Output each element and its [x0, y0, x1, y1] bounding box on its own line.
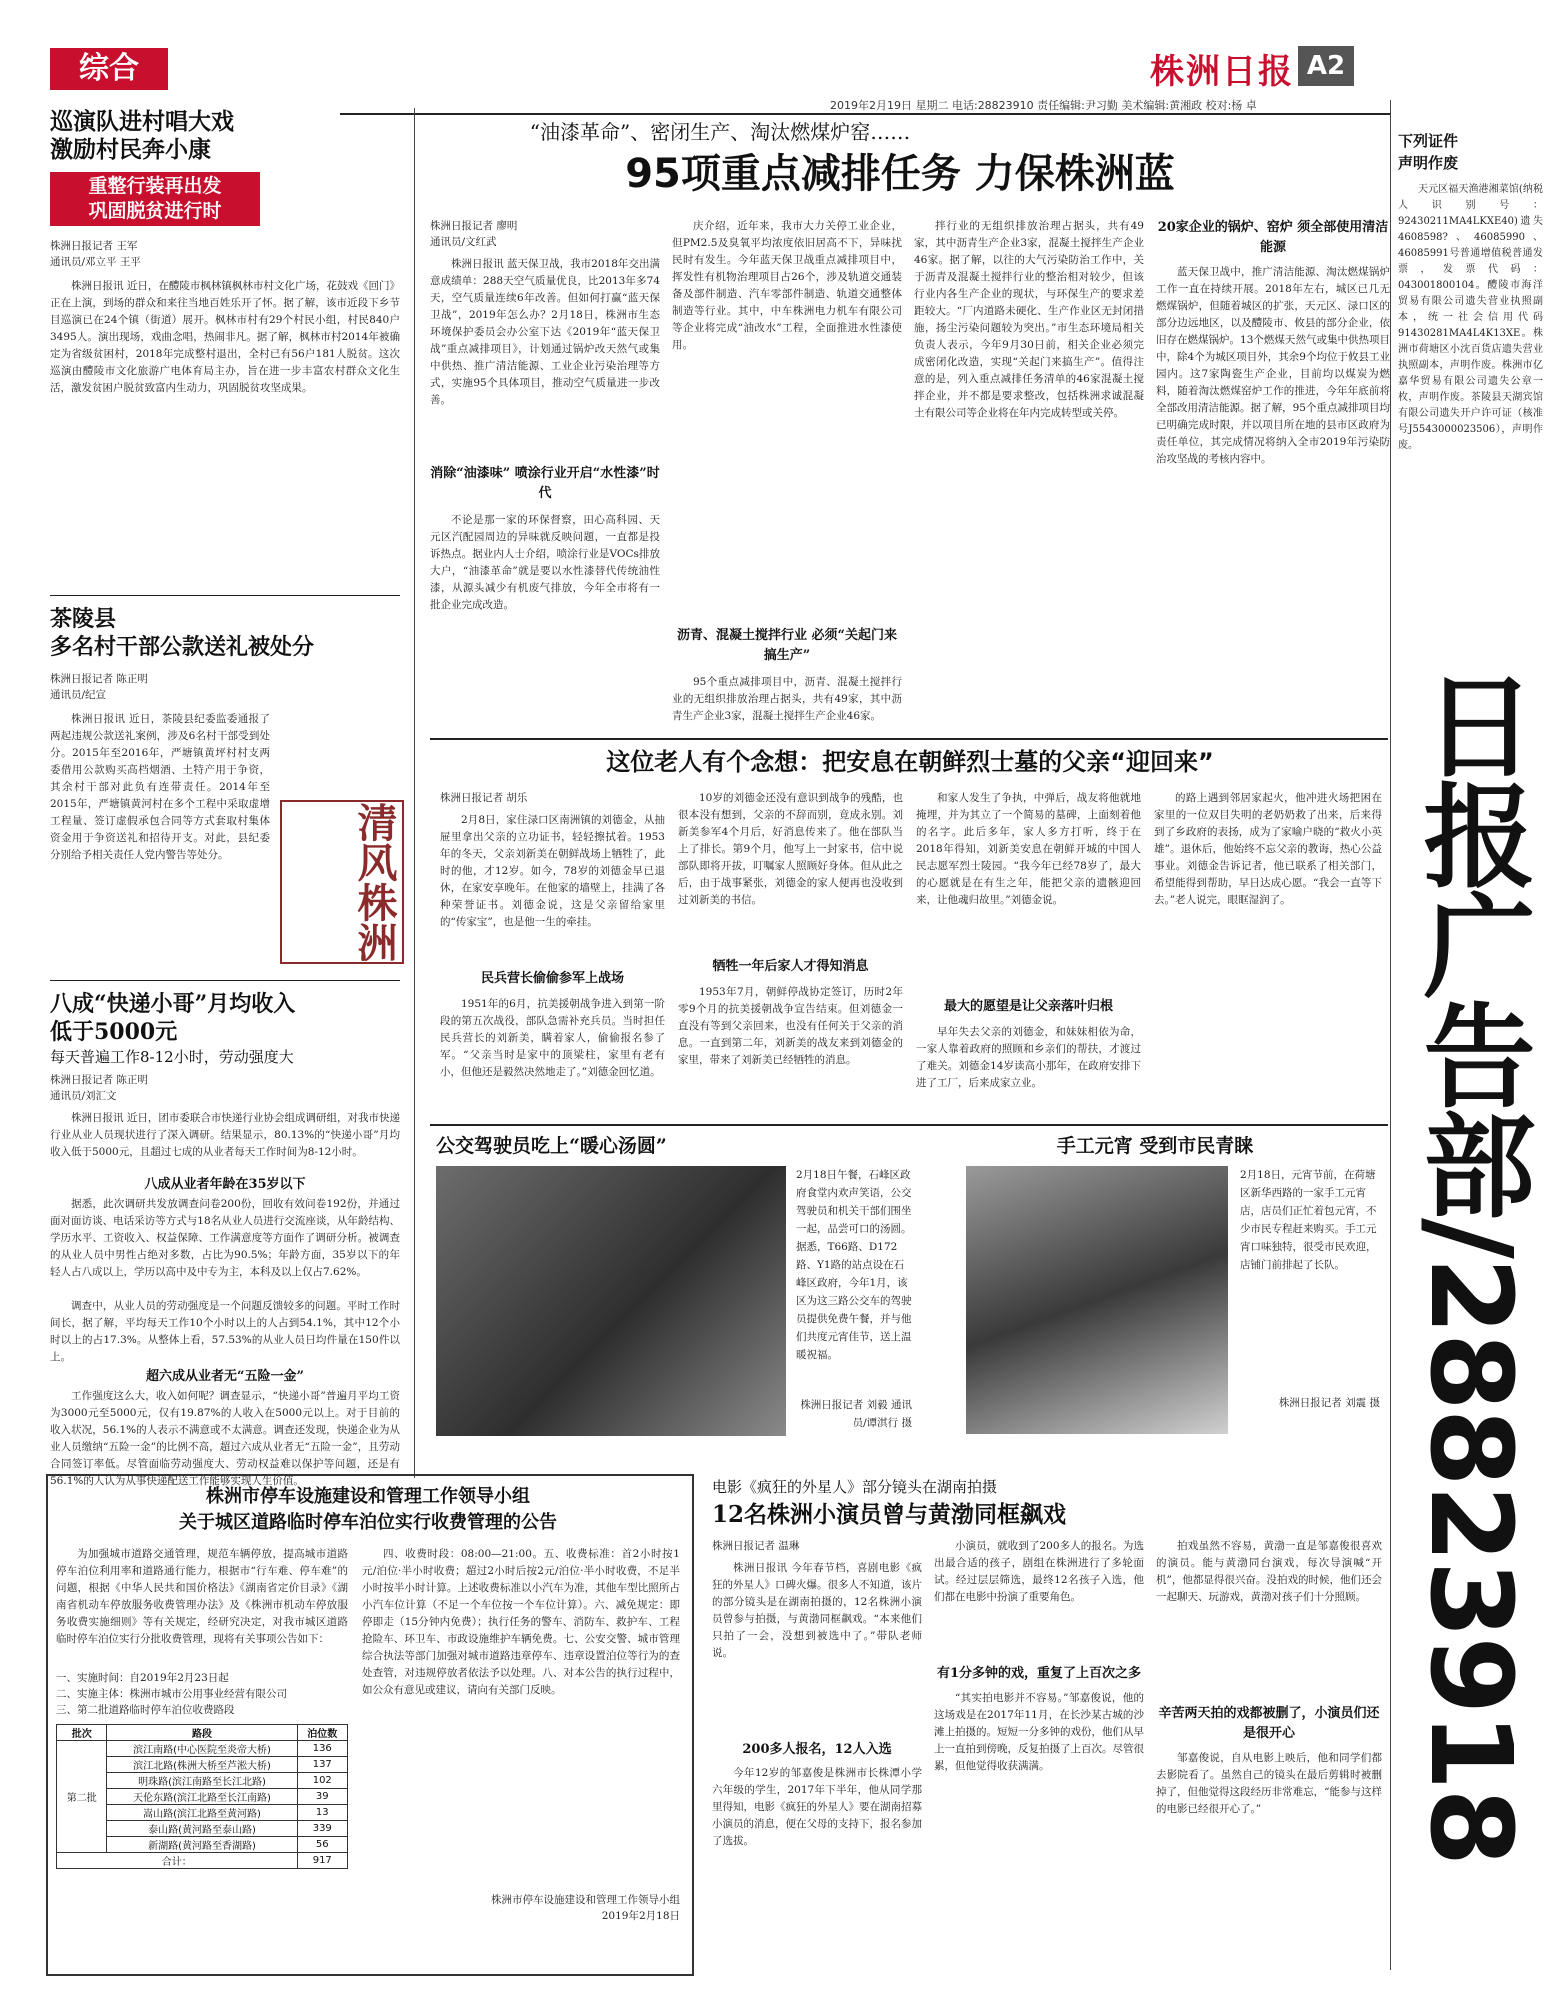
count-cell: 39	[297, 1789, 348, 1805]
byline: 株洲日报记者 廖明	[430, 220, 518, 232]
paragraph: 1951年的6月，抗美援朝战争进入到第一阶段的第五次战役，部队急需补充兵员。当时担任民兵营长的刘新美，瞒着家人，偷偷报名参了军。“父亲当时是家中的顶梁柱，家里有老有小，但他还是毅然决然地走了。”刘德金回忆道。	[440, 998, 665, 1078]
paragraph: 四、收费时段：08:00—21:00。五、收费标准：首2小时按1元/泊位·半小时收费；超过2小时后按2元/泊位·半小时收费，不足半小时按半小时计算。上述收费标准以小汽车为准，其他车型比照所占小汽车位计算（不足一个车位按一个车位计算）。六、减免规定：即停即走（15分钟内免费）；执行任务的警车、消防车、救护车、工程抢险车、环卫车、市政设施维护车辆免费。七、公安交警、城市管理综合执法等部门加强对城市道路违章停车、违章设置泊位等行为的查处查管，对违规停放者依法予以处理。八、对本公告的执行过程中，如公众有意见或建议，请向有关部门反映。	[362, 1548, 680, 1696]
body-text	[430, 256, 660, 456]
qingfeng-seal: 清风株洲	[280, 800, 404, 964]
section-subhead: 沥青、混凝土搅拌行业 必须“关起门来搞生产”	[676, 628, 897, 663]
body-text	[50, 1298, 400, 1366]
count-cell: 137	[297, 1757, 348, 1773]
paragraph: 早年失去父亲的刘德金，和妹妹相依为命，一家人靠着政府的照顾和乡亲们的帮扶，才渡过了难关。刘德金14岁读高小那年，在政府安排下进了工厂，后来成家立业。	[916, 1026, 1141, 1089]
column-3	[1156, 1538, 1382, 1930]
article-emission-reduction	[430, 118, 1390, 202]
paragraph: 株洲日报讯 近日，团市委联合市快递行业协会组成调研组，对我市快递行业从业人员现状进行了深入调研。结果显示，80.13%的“快递小哥”月均收入低于5000元，且超过七成的从业者每天工作时间为8-12小时。	[50, 1112, 400, 1158]
column-2	[678, 790, 903, 1114]
divider	[430, 1124, 1388, 1126]
section-subhead: 消除“油漆味” 喷涂行业开启“水性漆”时代	[430, 466, 660, 501]
section-subhead: 20家企业的锅炉、窑炉 须全部使用清洁能源	[1157, 220, 1389, 255]
newspaper-masthead: 株洲日报	[1150, 52, 1294, 92]
byline: 株洲日报记者 温琳	[712, 1540, 800, 1552]
notice-signature: 株洲市停车设施建设和管理工作领导小组	[491, 1894, 680, 1906]
road-cell: 嵩山路(滨江北路至黄河路)	[107, 1805, 297, 1821]
headline: 茶陵县	[50, 606, 117, 632]
paragraph: 和家人发生了争执，中弹后，战友将他就地掩埋，并为其立了一个简易的墓碑，上面刻着他的名字。此后多年，家人多方打听，终于在2018年得知，刘新美安息在朝鲜开城的中国人民志愿军烈士陵园。“我今年已经78岁了，最大的心愿就是在有生之年，能把父亲的遗骸迎回来，让他魂归故里。”刘德金说。	[916, 792, 1141, 906]
byline-2: 通讯员/刘汇文	[50, 1090, 117, 1102]
theme-box	[50, 172, 260, 226]
paragraph: 天元区福天渔港湘菜馆(纳税人识别号：92430211MA4LKXE40)遗失4608598?、46085990、46085991号普通增值税普通发票，发票代码：043001800104。醴陵市海洋贸易有限公司遗失营业执照副本，统一社会信用代码91430281MA4L4K13XE。株洲市荷塘区小沈百货店遗失营业执照副本，声明作废。株洲市亿嘉华贸易有限公司遗失公章一枚，声明作废。茶陵县天湖宾馆有限公司遗失开户许可证（核准号J5543000023506），声明作废。	[1398, 184, 1543, 451]
section-subhead: 超六成从业者无“五险一金”	[146, 1369, 304, 1384]
section-subhead: 辛苦两天拍的戏都被删了，小演员们还是很开心	[1158, 1706, 1380, 1741]
paragraph: 工作强度这么大，收入如何呢？调查显示，“快递小哥”普遍月平均工资为3000元至5000元，仅有19.87%的人收入在5000元以上。对于目前的收入状况，56.1%的人表示不满意或不太满意。调查还发现，快递企业为从业人员缴纳“五险一金”的比例不高，超过六成从业者无“五险一金”，且劳动合同签订率低。尽管面临劳动强度大、劳动权益难以保护等问题，还是有56.1%的人认为从事快递配送工作能够实现人生价值。	[50, 1390, 400, 1487]
body-text	[1156, 1750, 1382, 1930]
byline-2: 通讯员/纪宣	[50, 689, 107, 701]
headline: 95项重点减排任务 力保株洲蓝	[625, 151, 1175, 197]
photo-credit: 株洲日报记者 刘震 摄	[1278, 1397, 1380, 1409]
body-text	[362, 1546, 680, 1886]
headline: 巡演队进村唱大戏	[50, 108, 234, 135]
table-header: 路段	[107, 1725, 297, 1741]
notice-body	[1398, 182, 1543, 672]
body-text	[712, 1765, 922, 1935]
photo-caption: 2月18日，元宵节前，在荷塘区新华西路的一家手工元宵店，店员们正忙着包元宵，不少市民专程赶来购买。手工元宵口味独特，很受市民欢迎，店铺门前排起了长队。	[1240, 1169, 1377, 1271]
dateline: 2019年2月19日 星期二 电话:28823910 责任编辑:尹习勤 美术编辑:黄湘政 校对:杨 卓	[830, 99, 1257, 112]
notice-item: 二、实施主体：株洲市城市公用事业经营有限公司	[56, 1688, 287, 1700]
paragraph: 今年12岁的邹嘉俊是株洲市长株潭小学六年级的学生，2017年下半年，他从同学那里得知，电影《疯狂的外星人》要在湖南招募小演员的消息，便在父母的支持下，报名参加了选拔。	[712, 1767, 922, 1847]
divider	[430, 738, 1388, 740]
column-rule	[1390, 100, 1391, 1970]
paragraph: 株洲日报讯 蓝天保卫战，我市2018年交出满意成绩单：288天空气质量优良，比2013年多74天，空气质量连续6年改善。但如何打赢“蓝天保卫战”，2019年怎么办？2月18日，株洲市生态环境保护委员会办公室下达《2019年“蓝天保卫战”重点减排项目》，计划通过锅炉改天然气或集中供热、推广清洁能源、工业企业污染治理等方式，实施95个具体项目，推动空气质量进一步改善。	[430, 258, 660, 406]
section-tag: 综合	[50, 48, 168, 90]
total-value: 917	[297, 1853, 348, 1869]
section-subhead: 牺牲一年后家人才得知消息	[712, 959, 869, 974]
body-text	[1154, 790, 1382, 1110]
paragraph: 的路上遇到邻居家起火，他冲进火场把困在家里的一位双目失明的老奶奶救了出来，后来得到了乡政府的表扬，成为了家喻户晓的“救火小英雄”。退休后，他始终不忘父亲的教诲，热心公益事业。刘德金告诉记者，他已联系了相关部门，希望能得到帮助，早日达成心愿。“我会一直等下去。”老人说完，眼眶湿润了。	[1154, 792, 1382, 906]
headline: 八成“快递小哥”月均收入	[50, 991, 296, 1017]
photo-story-yuanxiao	[930, 1132, 1380, 1160]
body-text	[712, 1560, 922, 1735]
paragraph: “其实拍电影并不容易。”邹嘉俊说，他的这场戏是在2017年11月，在长沙某古城的沙滩上拍摄的。短短一分多钟的戏份，他们从早上一直拍到傍晚，反复拍摄了上百次。尽管很累，但他觉得收获满满。	[934, 1692, 1144, 1772]
body-text	[440, 812, 665, 962]
paragraph: 调查中，从业人员的劳动强度是一个问题反馈较多的问题。平时工作时间长，据了解，平均每天工作10个小时以上的人占到54.1%，其中12个小时以上的占17.3%。从整体上看，57.53%的从业人员日均件量在150件以上。	[50, 1300, 400, 1363]
notice-item: 一、实施时间：自2019年2月23日起	[56, 1672, 229, 1684]
headline: 这位老人有个念想：把安息在朝鲜烈士墓的父亲“迎回来”	[606, 748, 1214, 776]
count-cell: 339	[297, 1821, 348, 1837]
road-cell: 滨江南路(中心医院至炎帝大桥)	[107, 1741, 297, 1757]
byline: 株洲日报记者 王军	[50, 240, 138, 252]
column-1	[430, 218, 660, 792]
body-text	[934, 1690, 1144, 1920]
section-subhead: 有1分多钟的戏，重复了上百次之多	[936, 1666, 1142, 1681]
parking-notice-left	[56, 1546, 348, 1869]
column-4	[1156, 218, 1390, 764]
table-row	[57, 1741, 348, 1757]
road-cell: 天伦东路(滨江北路至长江南路)	[107, 1789, 297, 1805]
body-text	[50, 1110, 400, 1174]
body-text	[916, 1024, 1141, 1114]
body-text	[672, 218, 902, 618]
section-subhead: 八成从业者年龄在35岁以下	[144, 1177, 306, 1192]
photo-yuanxiao	[966, 1166, 1228, 1434]
table-total-row	[57, 1853, 348, 1869]
theme-line-2: 巩固脱贫进行时	[88, 200, 222, 222]
body-text	[678, 790, 903, 950]
body-text	[934, 1538, 1144, 1658]
notice-title-2: 声明作废	[1398, 154, 1459, 172]
subheadline: 每天普遍工作8-12小时，劳动强度大	[50, 1048, 294, 1066]
column-1	[440, 790, 665, 1126]
paragraph: 95个重点减排项目中，沥青、混凝土搅拌行业的无组织排放治理占据头，共有49家，其中沥青生产企业3家，混凝土搅拌生产企业46家。	[672, 676, 902, 722]
section-subhead: 民兵营长偷偷参军上战场	[480, 971, 624, 986]
body-text	[1156, 264, 1390, 764]
byline: 株洲日报记者 陈正明	[50, 673, 148, 685]
page-number: A2	[1298, 46, 1354, 86]
photo-caption-block	[796, 1166, 912, 1432]
photo-story-bus-drivers	[436, 1132, 916, 1160]
body-text	[1156, 1538, 1382, 1698]
article-movie-kids	[712, 1476, 1382, 1532]
kicker: “油漆革命”、密闭生产、淘汰燃煤炉窑……	[529, 120, 911, 144]
notice-title-2: 关于城区道路临时停车泊位实行收费管理的公告	[179, 1512, 557, 1533]
kicker: 电影《疯狂的外星人》部分镜头在湖南拍摄	[712, 1478, 998, 1496]
body-text	[678, 984, 903, 1114]
count-cell: 56	[297, 1837, 348, 1853]
notice-date: 2019年2月18日	[601, 1910, 680, 1922]
paragraph: 据悉，此次调研共发放调查问卷200份，回收有效问卷192份，并通过面对面访谈、电话采访等方式与18名从业人员进行交流座谈，从年龄结构、学历水平、工资收入、权益保障、工作满意度等方面作了调研分析。被调查的从业人员中男性占绝对多数，占比为90.5%；年龄方面，35岁以下的年轻人占八成以上，学历以高中及中专为主，本科及以上仅占7.62%。	[50, 1198, 400, 1278]
table-header: 泊位数	[297, 1725, 348, 1741]
paragraph: 小演员，就收到了200多人的报名。为选出最合适的孩子，剧组在株洲进行了多轮面试。经过层层筛选，最终12名孩子入选，他们都在电影中扮演了重要角色。	[934, 1540, 1144, 1603]
column-3	[916, 790, 1141, 1114]
body-text	[916, 790, 1141, 990]
batch-cell: 第二批	[57, 1741, 107, 1853]
body-text	[914, 218, 1144, 718]
paragraph: 拍戏虽然不容易，黄渤一直是邹嘉俊很喜欢的演员。能与黄渤同台演戏，每次导演喊“开机”，他都显得很兴奋。没拍戏的时候，他们还会一起聊天、玩游戏，黄渤对孩子们十分照顾。	[1156, 1540, 1382, 1603]
road-cell: 新湖路(黄河路至香湖路)	[107, 1837, 297, 1853]
paragraph: 1953年7月，朝鲜停战协定签订，历时2年零9个月的抗美援朝战争宣告结束。但刘德金一直没有等到父亲回来，也没有任何关于父亲的消息。一直到第二年，刘新美的战友来到刘德金的家里，带来了刘新美已经牺牲的消息。	[678, 986, 903, 1066]
headline-2: 多名村干部公款送礼被处分	[50, 634, 315, 660]
body-text	[440, 996, 665, 1126]
headline-2: 低于5000元	[50, 1019, 178, 1045]
body-text	[56, 1546, 348, 1670]
column-4	[1154, 790, 1382, 1110]
column-rule	[414, 108, 415, 1478]
notice-title: 株洲市停车设施建设和管理工作领导小组	[206, 1486, 530, 1507]
paragraph: 10岁的刘德金还没有意识到战争的残酷，也很本没有想到，父亲的不辞而别，竟成永别。刘新美参军4个月后，好消息传来了。他在部队当上了排长。第9个月，他写上一封家书，信中说部队即将开拔，叮嘱家人照顾好身体。但从此之后，由于战事紧张，刘德金的家人便再也没收到过刘新美的书信。	[678, 792, 903, 906]
paragraph: 为加强城市道路交通管理，规范车辆停放，提高城市道路停车泊位利用率和道路通行能力，根据市“行车难、停车难”的问题，根据《中华人民共和国价格法》《湖南省定价目录》《湖南省机动车停放服务收费管理办法》及《株洲市机动车停放服务收费实施细则》等有关规定，经研究决定，对我市城区道路临时停车泊位实行分批收费管理，现将有关事项公告如下：	[56, 1548, 348, 1645]
headline-2: 激励村民奔小康	[50, 136, 211, 163]
paragraph: 株洲日报讯 近日，茶陵县纪委监委通报了两起违规公款送礼案例，涉及6名村干部受到处分。2015年至2016年，严塘镇黄坪村村支两委借用公款购买高档烟酒、土特产用于争资，其余村干部对此负有连带责任。2014年至2015年，严塘镇黄河村在多个工程中采取虚增工程量、签订虚假承包合同等方式套取村集体资金用于争资送礼和招待开支。对此，县纪委分别给予相关责任人党内警告等处分。	[50, 713, 270, 861]
article-martyr-father	[440, 744, 1380, 780]
paragraph: 蓝天保卫战中，推广清洁能源、淘汰燃煤锅炉工作一直在持续开展。2018年左右，城区已几无燃煤锅炉，但随着城区的扩张，天元区、渌口区的部分边远地区，以及醴陵市、攸县的部分企业，依旧存在燃煤锅炉。13个燃煤天然气或集中供热项目中，除4个为城区项目外，其余9个均位于攸县工业园内。这7家陶瓷生产企业，目前均以煤炭为燃料，随着淘汰燃煤窑炉工作的推进，今年年底前将全部改用清洁能源。据了解，95个重点减排项目均已明确完成时限，并以项目所在地的县市区政府为责任单位，其完成情况将纳入全市2019年污染防治攻坚战的考核内容中。	[1156, 266, 1390, 465]
header-rule	[340, 113, 1390, 115]
lost-certificates-notice	[1398, 130, 1543, 672]
count-cell: 136	[297, 1741, 348, 1757]
body-text	[50, 1196, 400, 1298]
table-header: 批次	[57, 1725, 107, 1741]
road-cell: 明珠路(滨江南路至长江北路)	[107, 1773, 297, 1789]
byline-2: 通讯员/文红武	[430, 236, 497, 248]
section-subhead: 最大的愿望是让父亲落叶归根	[943, 999, 1113, 1014]
column-1	[712, 1538, 922, 1935]
headline: 12名株洲小演员曾与黄渤同框飙戏	[712, 1501, 1067, 1528]
column-2	[934, 1538, 1144, 1920]
byline-2: 通讯员/邓立平 王平	[50, 256, 141, 268]
parking-table	[56, 1724, 348, 1869]
paragraph: 株洲日报讯 近日，在醴陵市枫林镇枫林市村文化广场，花鼓戏《回门》正在上演，到场的群众和来往当地百姓乐开了怀。据了解，该市近段下乡节目巡演已在24个镇（街道）展开。枫林市村有29个村民小组，村民840户3495人。演出现场，戏曲念唱，热闹非凡。据了解，枫林市村2014年被确定为省级贫困村，2018年完成整村退出，全村已有56户181人脱贫。这次巡演由醴陵市文化旅游广电体育局主办，旨在进一步丰富农村群众文化生活，激发贫困户脱贫致富内生动力，巩固脱贫攻坚成果。	[50, 280, 400, 394]
photo-bus-drivers	[436, 1166, 786, 1436]
parking-notice-right	[362, 1546, 680, 1924]
section-subhead: 200多人报名，12人入选	[742, 1742, 892, 1757]
column-3	[914, 218, 1144, 718]
photo-title: 公交驾驶员吃上“暖心汤圆”	[436, 1135, 667, 1157]
paragraph: 不论是那一家的环保督察，田心高科园、天元区汽配园周边的异味就反映问题，一直都是投诉热点。据业内人士介绍，喷涂行业是VOCs排放大户，“油漆革命”就是要以水性漆替代传统油性漆，从源头减少有机废气排放，今年全市将有一批企业完成改造。	[430, 514, 660, 611]
road-cell: 泰山路(黄河路至泰山路)	[107, 1821, 297, 1837]
notice-item: 三、第二批道路临时停车泊位收费路段	[56, 1704, 235, 1716]
parking-notice-header	[56, 1484, 680, 1536]
byline: 株洲日报记者 胡乐	[440, 792, 528, 804]
count-cell: 102	[297, 1773, 348, 1789]
divider	[50, 595, 400, 596]
paragraph: 2月8日，家住渌口区南洲镇的刘德金，从抽屉里拿出父亲的立功证书，轻轻擦拭着。1953年的冬天，父亲刘新美在朝鲜战场上牺牲了，此时的他，才12岁。如今，78岁的刘德金早已退休，在家安享晚年。在他家的墙壁上，挂满了各种荣誉证书。刘德金说，这是父亲留给家里的“传家宝”，也是他一生的牵挂。	[440, 814, 665, 928]
body-text	[672, 674, 902, 734]
divider	[50, 980, 400, 981]
article-village-performance	[50, 108, 400, 498]
article-courier-income	[50, 990, 400, 1538]
body-text	[50, 278, 400, 498]
total-label: 合计：	[57, 1853, 298, 1869]
photo-credit: 株洲日报记者 刘毅 通讯员/谭淇行 摄	[800, 1399, 912, 1429]
paragraph: 邹嘉俊说，自从电影上映后，他和同学们都去影院看了。虽然自己的镜头在最后剪辑时被删掉了，但他觉得这段经历非常难忘，“能参与这样的电影已经很开心了。”	[1156, 1752, 1382, 1815]
body-text	[50, 711, 270, 901]
table-header-row	[57, 1725, 348, 1741]
photo-caption-block	[1240, 1166, 1380, 1412]
theme-line-1: 重整行装再出发	[88, 175, 222, 197]
paragraph: 拌行业的无组织排放治理占据头，共有49家，其中沥青生产企业3家，混凝土搅拌生产企业46家。据了解，以往的大气污染防治工作中，关于沥青及混凝土搅拌行业的整治相对较少，但该行业内各生产企业的现状，与环保生产的要求差距较大。“厂内道路未硬化、生产作业区无封闭措施，扬尘污染问题较为突出。”市生态环境局相关负责人表示，今年9月30日前，相关企业必须完成密闭化改造，实现“关起门来搞生产”。值得注意的是，列入重点减排任务清单的46家混凝土搅拌企业，并不都是要求整改，包括株洲求诚混凝土有限公司等企业将在年内完成转型或关停。	[914, 220, 1144, 419]
notice-title: 下列证件	[1398, 132, 1459, 150]
byline: 株洲日报记者 陈正明	[50, 1074, 148, 1086]
paragraph: 庆介绍，近年来，我市大力关停工业企业，但PM2.5及臭氧平均浓度依旧居高不下，异味扰民时有发生。今年蓝天保卫战重点减排项目中，挥发性有机物治理项目占26个，涉及轨道交通装备及部件制造、汽车零部件制造、轨道交通整体制造等行业。其中，中车株洲电力机车有限公司等企业将完成“油改水”工程，全面推进水性漆使用。	[672, 220, 902, 351]
photo-caption: 2月18日午餐，石峰区政府食堂内欢声笑语，公交驾驶员和机关干部们围坐一起，品尝可口的汤圆。据悉，T66路、D172路、Y1路的站点设在石峰区政府，今年1月，该区为这三路公交车的驾驶员提供免费午餐，并与他们共度元宵佳节，送上温暖祝福。	[796, 1169, 912, 1361]
paragraph: 株洲日报讯 今年春节档，喜剧电影《疯狂的外星人》口碑火爆。很多人不知道，该片的部分镜头是在湖南拍摄的，12名株洲小演员曾参与拍摄，与黄渤同框飙戏。“本来他们只拍了一会，没想到被选中了。”带队老师说。	[712, 1562, 922, 1659]
column-2	[672, 218, 902, 734]
ad-phone-vertical: 日报广告部/28823918	[1405, 668, 1535, 1865]
photo-title: 手工元宵 受到市民青睐	[1056, 1135, 1254, 1157]
road-cell: 滨江北路(株洲大桥至芦淞大桥)	[107, 1757, 297, 1773]
count-cell: 13	[297, 1805, 348, 1821]
